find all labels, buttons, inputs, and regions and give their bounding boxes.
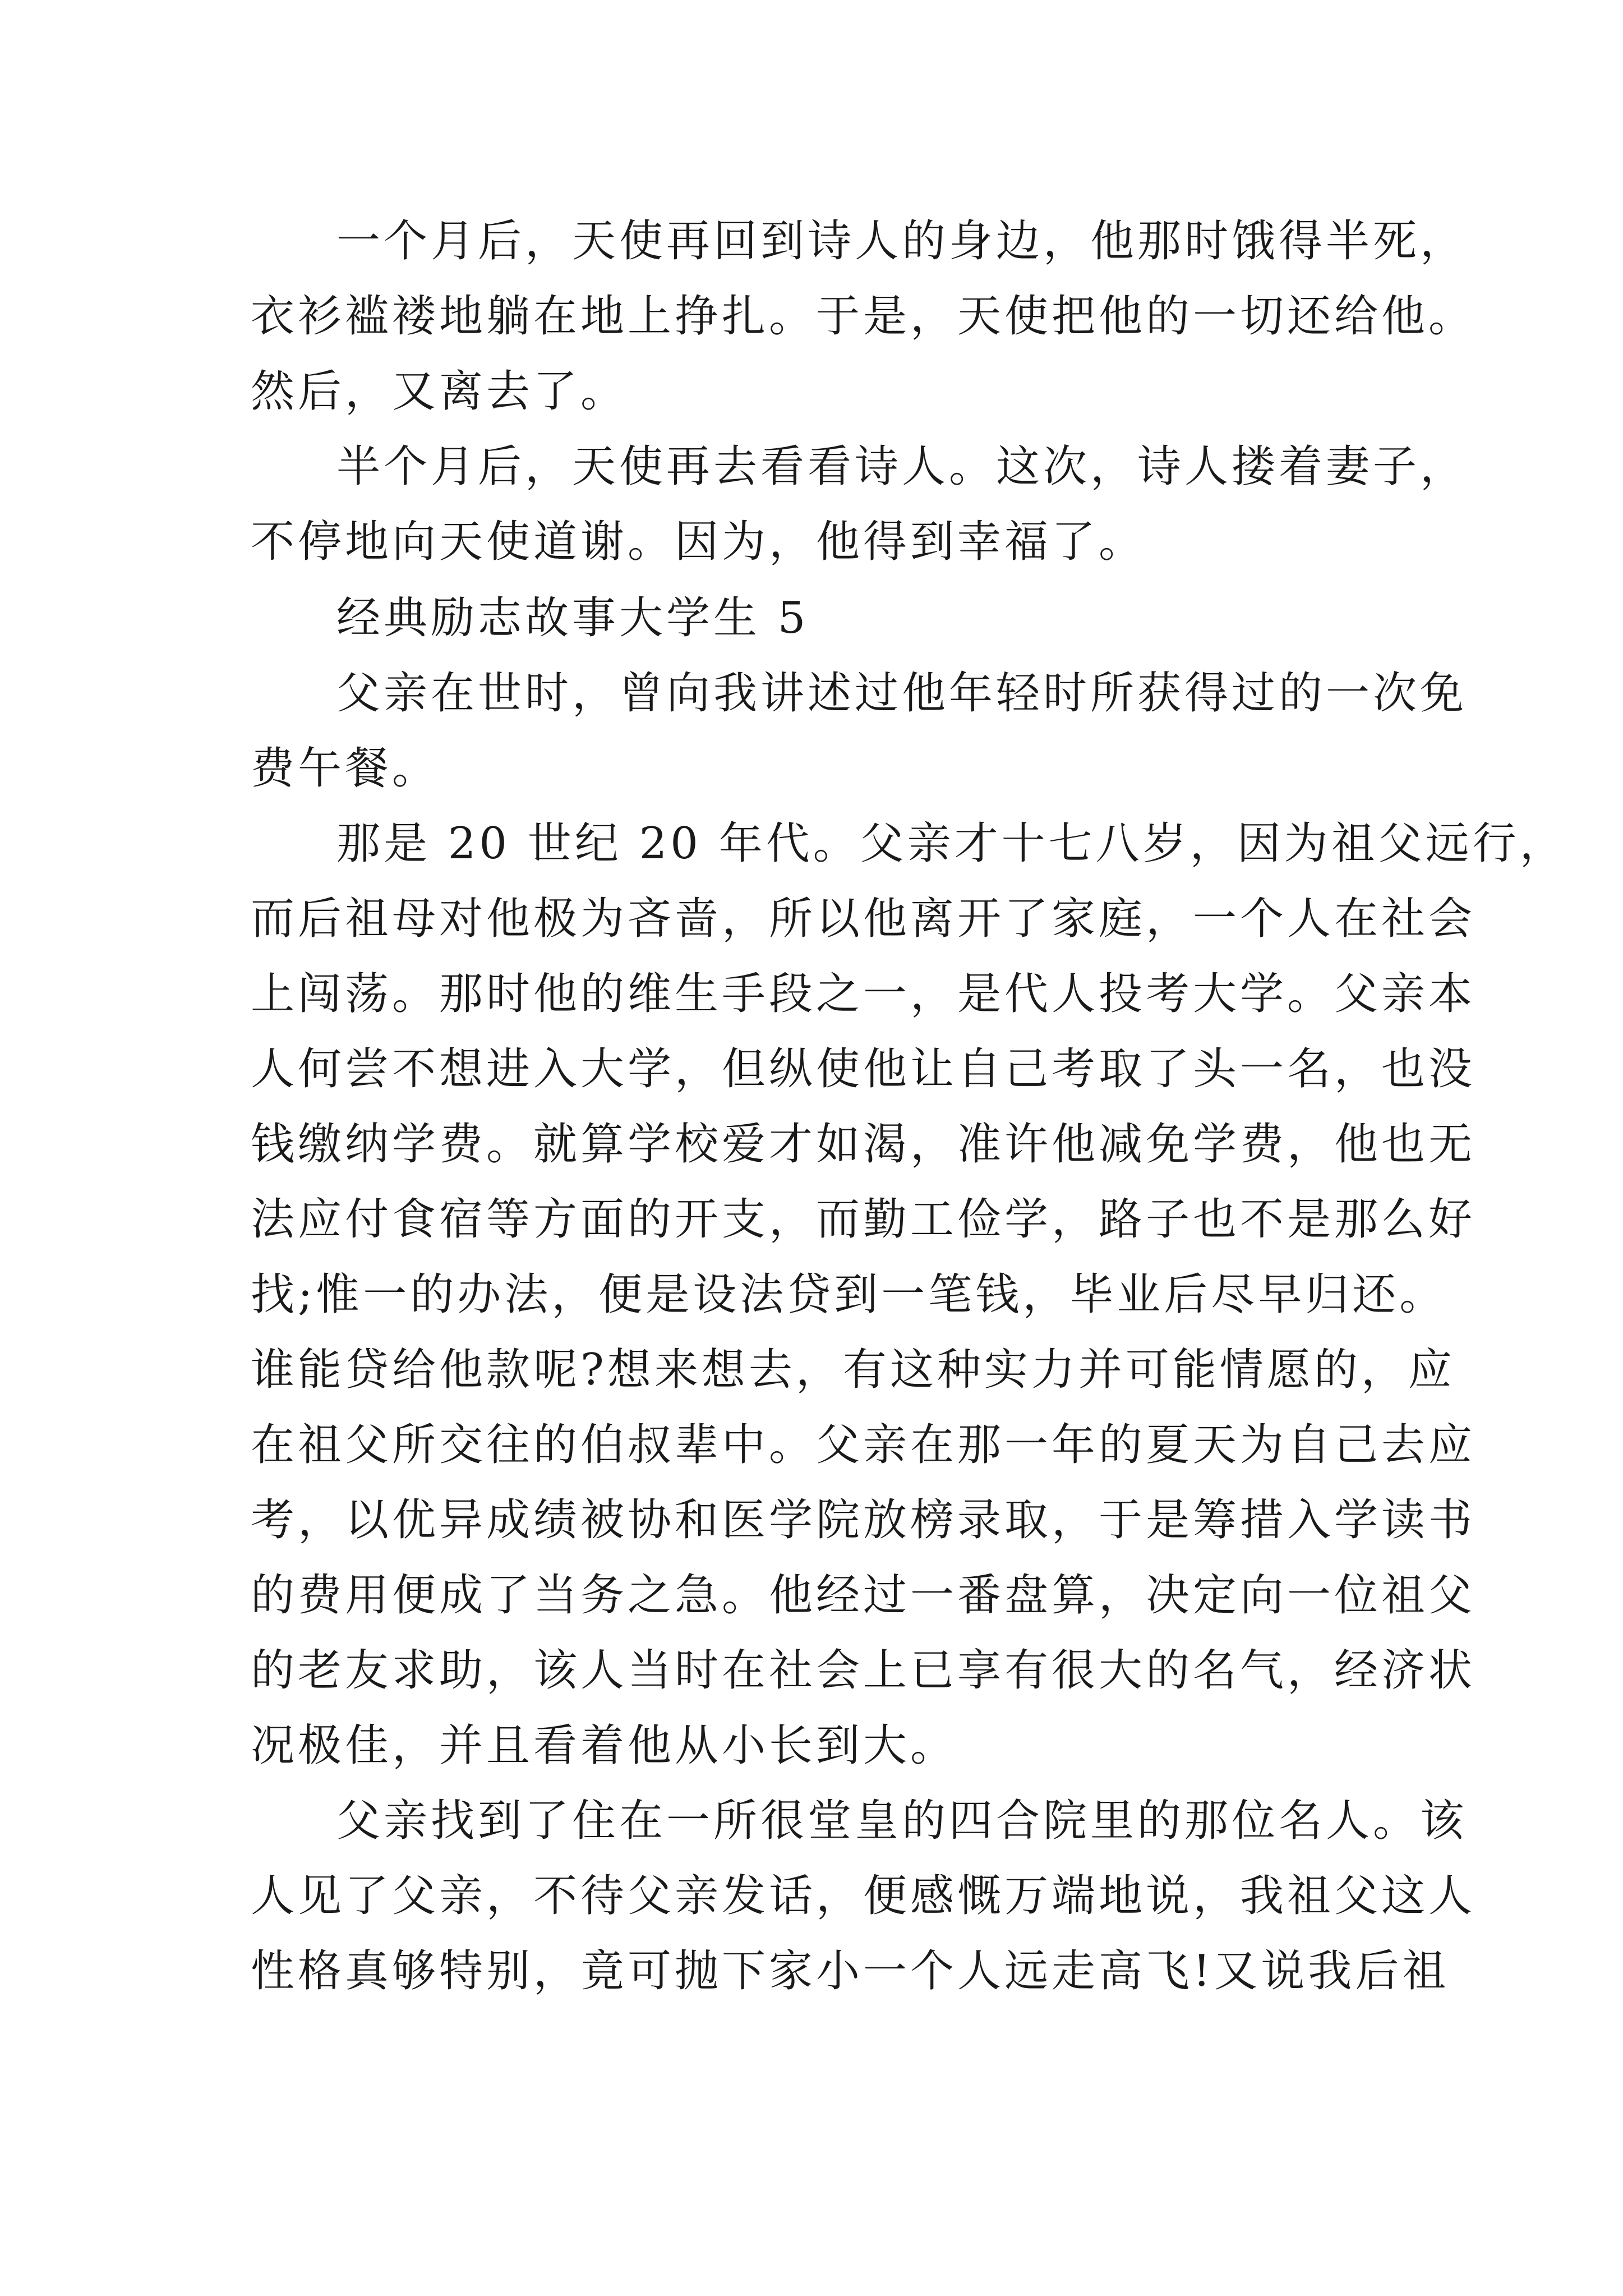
text-line: 法应付食宿等方面的开支，而勤工俭学，路子也不是那么好 xyxy=(251,1194,1476,1245)
text-line: 况极佳，并且看着他从小长到大。 xyxy=(251,1720,958,1771)
text-line: 费午餐。 xyxy=(251,743,440,794)
text-line: 而后祖母对他极为吝啬，所以他离开了家庭，一个人在社会 xyxy=(251,894,1476,944)
text-line: 考，以优异成绩被协和医学院放榜录取，于是筹措入学读书 xyxy=(251,1495,1476,1545)
text-line: 人何尝不想进入大学，但纵使他让自己考取了头一名，也没 xyxy=(251,1044,1476,1094)
text-line: 的老友求助，该人当时在社会上已享有很大的名气，经济状 xyxy=(251,1645,1476,1696)
text-line: 谁能贷给他款呢?想来想去，有这种实力并可能情愿的，应 xyxy=(251,1345,1455,1395)
text-line: 钱缴纳学费。就算学校爱才如渴，准许他减免学费，他也无 xyxy=(251,1119,1476,1170)
text-line: 在祖父所交往的伯叔辈中。父亲在那一年的夏天为自己去应 xyxy=(251,1420,1476,1470)
text-line: 父亲找到了住在一所很堂皇的四合院里的那位名人。该 xyxy=(336,1796,1468,1846)
text-line: 衣衫褴褛地躺在地上挣扎。于是，天使把他的一切还给他。 xyxy=(251,291,1476,342)
text-line: 找;惟一的办法，便是设法贷到一笔钱，毕业后尽早归还。 xyxy=(251,1269,1447,1320)
text-line: 人见了父亲，不待父亲发话，便感慨万端地说，我祖父这人 xyxy=(251,1871,1476,1921)
text-line: 性格真够特别，竟可抛下家小一个人远走高飞!又说我后祖 xyxy=(251,1946,1450,1996)
section-heading: 经典励志故事大学生 5 xyxy=(336,593,809,643)
text-line: 一个月后，天使再回到诗人的身边，他那时饿得半死， xyxy=(336,216,1468,266)
text-line: 然后，又离去了。 xyxy=(251,366,628,417)
text-line: 的费用便成了当务之急。他经过一番盘算，决定向一位祖父 xyxy=(251,1570,1476,1621)
text-line: 父亲在世时，曾向我讲述过他年轻时所获得过的一次免 xyxy=(336,668,1468,719)
text-line: 不停地向天使道谢。因为，他得到幸福了。 xyxy=(251,517,1146,567)
text-line: 上闯荡。那时他的维生手段之一，是代人投考大学。父亲本 xyxy=(251,969,1476,1019)
text-line: 半个月后，天使再去看看诗人。这次，诗人搂着妻子， xyxy=(336,441,1468,492)
text-line: 那是 20 世纪 20 年代。父亲才十七八岁，因为祖父远行， xyxy=(336,818,1567,869)
